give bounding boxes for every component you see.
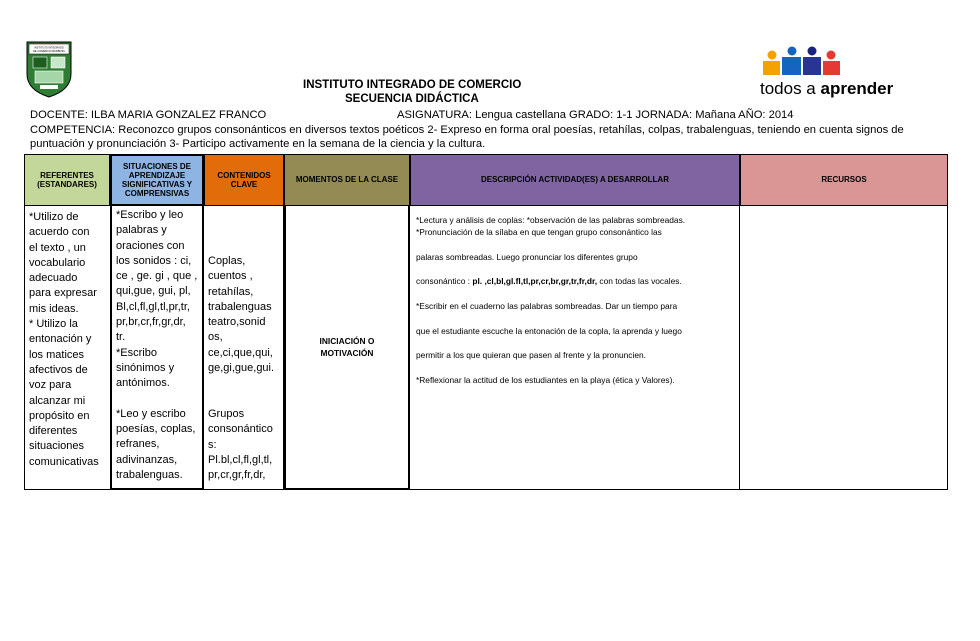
header-recursos: RECURSOS [740, 154, 948, 206]
momento-text: INICIACIÓN O MOTIVACIÓN [319, 336, 375, 358]
referentes-text: *Utilizo de acuerdo con el texto , un vocabulario adecuado para expresar mis ideas. * Utilizo la entonación y los matices afectivos de voz para alcanzar mi propósito en diferentes situaciones comunicativas [29, 211, 99, 468]
actividad-line: consonántico : pl. ,cl,bl,gl.fl,tl,pr,cr,br,gr,tr,fr,dr, con todas las vocales. [416, 276, 682, 287]
subject-line: ASIGNATURA: Lengua castellana GRADO: 1-1 JORNADA: Mañana AÑO: 2014 [397, 109, 794, 121]
svg-text:DE COMERCIO BARBOSA: DE COMERCIO BARBOSA [33, 50, 65, 53]
header-momentos: MOMENTOS DE LA CLASE [284, 154, 410, 206]
actividad-line: que el estudiante escuche la entonación de la copla, la aprenda y luego [416, 325, 682, 336]
actividad-line: *Escribir en el cuaderno las palabras sombreadas. Dar un tiempo para [416, 300, 678, 311]
cell-contenidos [204, 206, 284, 490]
header-descripcion: DESCRIPCIÓN ACTIVIDAD(ES) A DESARROLLAR [410, 154, 740, 206]
cell-momento [284, 206, 410, 490]
contenidos-text: Coplas, cuentos , retahílas, trabalenguas teatro,sonid os, ce,ci,que,qui, ge,gi,gue,gui. Grupos consonántico s: Pl.bl,cl,fl,gl,tl, pr,cr,gr,fr,dr, [208, 255, 275, 482]
teacher-line: DOCENTE: ILBA MARIA GONZALEZ FRANCO [30, 109, 267, 121]
institution-title: INSTITUTO INTEGRADO DE COMERCIO [303, 79, 522, 91]
actividad-line: *Pronunciación de la sílaba en que tengan grupo consonántico las [416, 227, 662, 238]
competency-line-2: puntuación y pronunciación 3- Participo activamente en la semana de la ciencia y la cultura. [30, 138, 486, 150]
competency-line-1: COMPETENCIA: Reconozco grupos consonánticos en diversos textos poéticos 2- Expreso en forma oral poesías, retahílas, colpas, trabalenguas, teniendo en cuenta signos de [30, 124, 904, 136]
cell-recursos [740, 206, 948, 490]
todos-a-aprender-logo [760, 45, 910, 103]
header-contenidos: CONTENIDOS CLAVE [204, 154, 284, 206]
svg-text:INSTITUTO INTEGRADO: INSTITUTO INTEGRADO [34, 46, 64, 50]
cell-actividad [410, 206, 740, 490]
header-referentes: REFERENTES (ESTANDARES) [24, 154, 110, 206]
cell-situaciones [110, 206, 204, 490]
actividad-line: *Lectura y análisis de coplas: *observación de las palabras sombreadas. [416, 215, 686, 225]
actividad-text [410, 206, 739, 386]
header-situaciones: SITUACIONES DE APRENDIZAJE SIGNIFICATIVAS Y COMPRENSIVAS [110, 154, 204, 206]
actividad-line: permitir a los que quieran que pasen al frente y la pronuncien. [416, 350, 646, 361]
brand-wordmark: todos a aprender [760, 79, 894, 98]
document-title: SECUENCIA DIDÁCTICA [345, 93, 479, 105]
actividad-line: palaras sombreadas. Luego pronunciar los diferentes grupo [416, 251, 638, 262]
cell-referentes [24, 206, 110, 490]
school-crest-logo [25, 40, 73, 98]
actividad-line: *Reflexionar la actitud de los estudiantes en la playa (ética y Valores). [416, 374, 675, 385]
situaciones-text: *Escribo y leo palabras y oraciones con los sonidos : ci, ce , ge. gi , que , qui,gue, gui, pl, Bl,cl,fl,gl,tl,pr,tr, pr,br,cr,fr,gr,dr, tr. *Escribo sinónimos y antónimos. *Leo y escribo poesías, coplas, refranes, adivinanzas, trabalenguas. [116, 209, 198, 482]
